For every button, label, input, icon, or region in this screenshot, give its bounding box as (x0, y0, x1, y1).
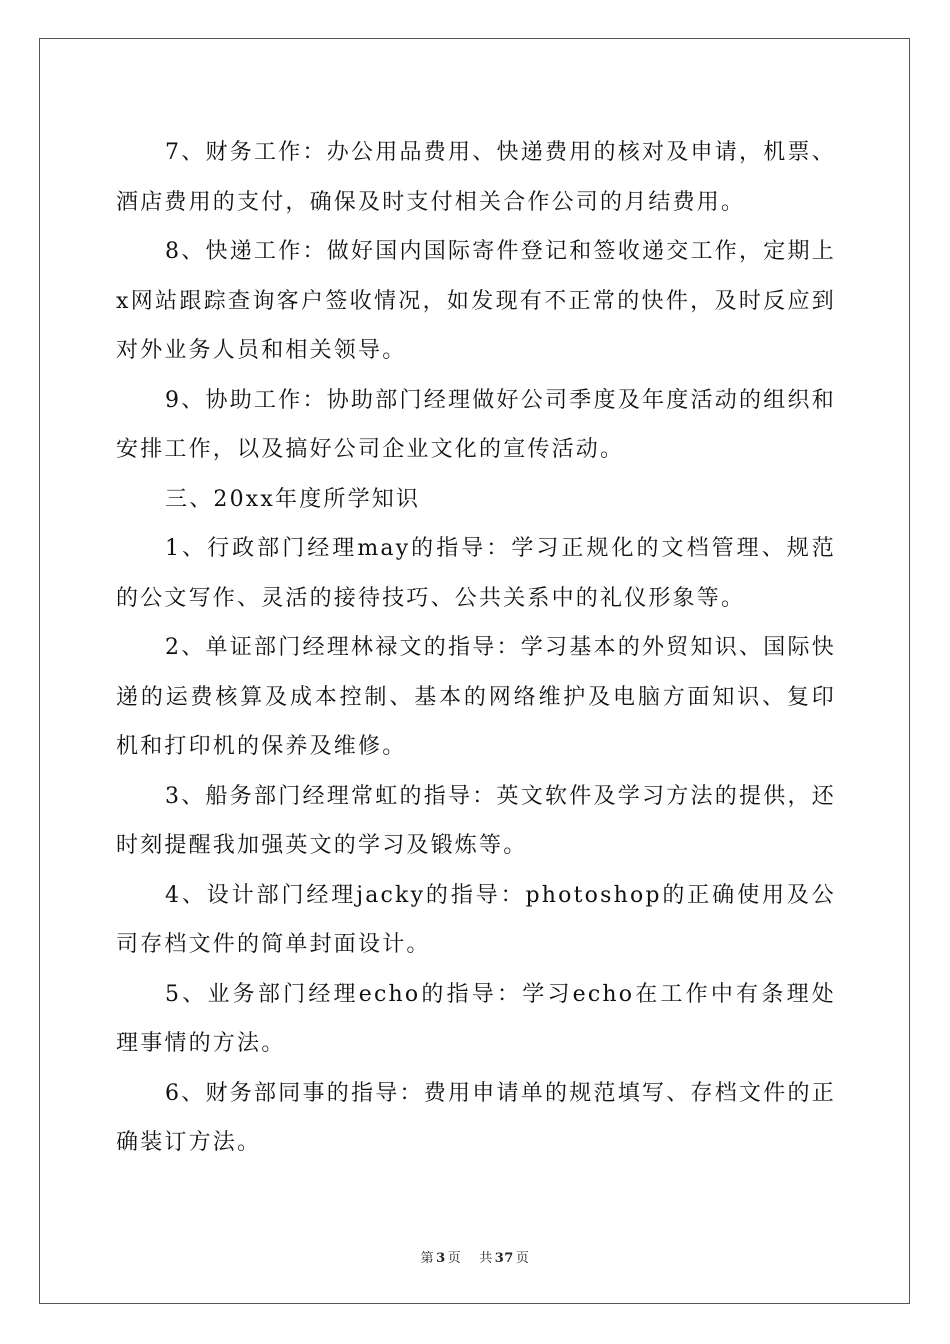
paragraph-design-guidance: 4、设计部门经理jacky的指导：photoshop的正确使用及公司存档文件的简单封面设计。 (116, 882, 836, 957)
section-heading-knowledge: 三、20xx年度所学知识 (165, 486, 421, 512)
paragraph-sales-guidance: 5、业务部门经理echo的指导：学习echo在工作中有条理处理事情的方法。 (116, 981, 836, 1056)
total-pages: 37 (494, 1251, 514, 1266)
page-unit: 页 (447, 1251, 462, 1266)
total-unit: 页 (515, 1251, 530, 1266)
page-prefix: 第 (420, 1251, 435, 1266)
page-number (421, 1247, 462, 1266)
current-page: 3 (436, 1251, 446, 1266)
paragraph-documents-guidance: 2、单证部门经理林禄文的指导：学习基本的外贸知识、国际快递的运费核算及成本控制、基本的网络维护及电脑方面知识、复印机和打印机的保养及维修。 (116, 635, 836, 759)
total-prefix: 共 (479, 1251, 493, 1266)
paragraph-assist-work: 9、协助工作：协助部门经理做好公司季度及年度活动的组织和安排工作，以及搞好公司企业文化的宣传活动。 (116, 387, 836, 462)
paragraph-shipping-guidance: 3、船务部门经理常虹的指导：英文软件及学习方法的提供，还时刻提醒我加强英文的学习及锻炼等。 (116, 783, 836, 858)
paragraph-finance-work: 7、财务工作：办公用品费用、快递费用的核对及申请，机票、酒店费用的支付，确保及时支付相关合作公司的月结费用。 (116, 140, 836, 215)
page-footer (0, 1247, 950, 1266)
page-total (479, 1247, 529, 1266)
document-body (116, 128, 836, 1168)
paragraph-admin-guidance: 1、行政部门经理may的指导：学习正规化的文档管理、规范的公文写作、灵活的接待技巧、公共关系中的礼仪形象等。 (116, 536, 836, 611)
paragraph-courier-work: 8、快递工作：做好国内国际寄件登记和签收递交工作，定期上x网站跟踪查询客户签收情况，如发现有不正常的快件，及时反应到对外业务人员和相关领导。 (116, 239, 836, 363)
paragraph-finance-colleague-guidance: 6、财务部同事的指导：费用申请单的规范填写、存档文件的正确装订方法。 (116, 1080, 836, 1155)
